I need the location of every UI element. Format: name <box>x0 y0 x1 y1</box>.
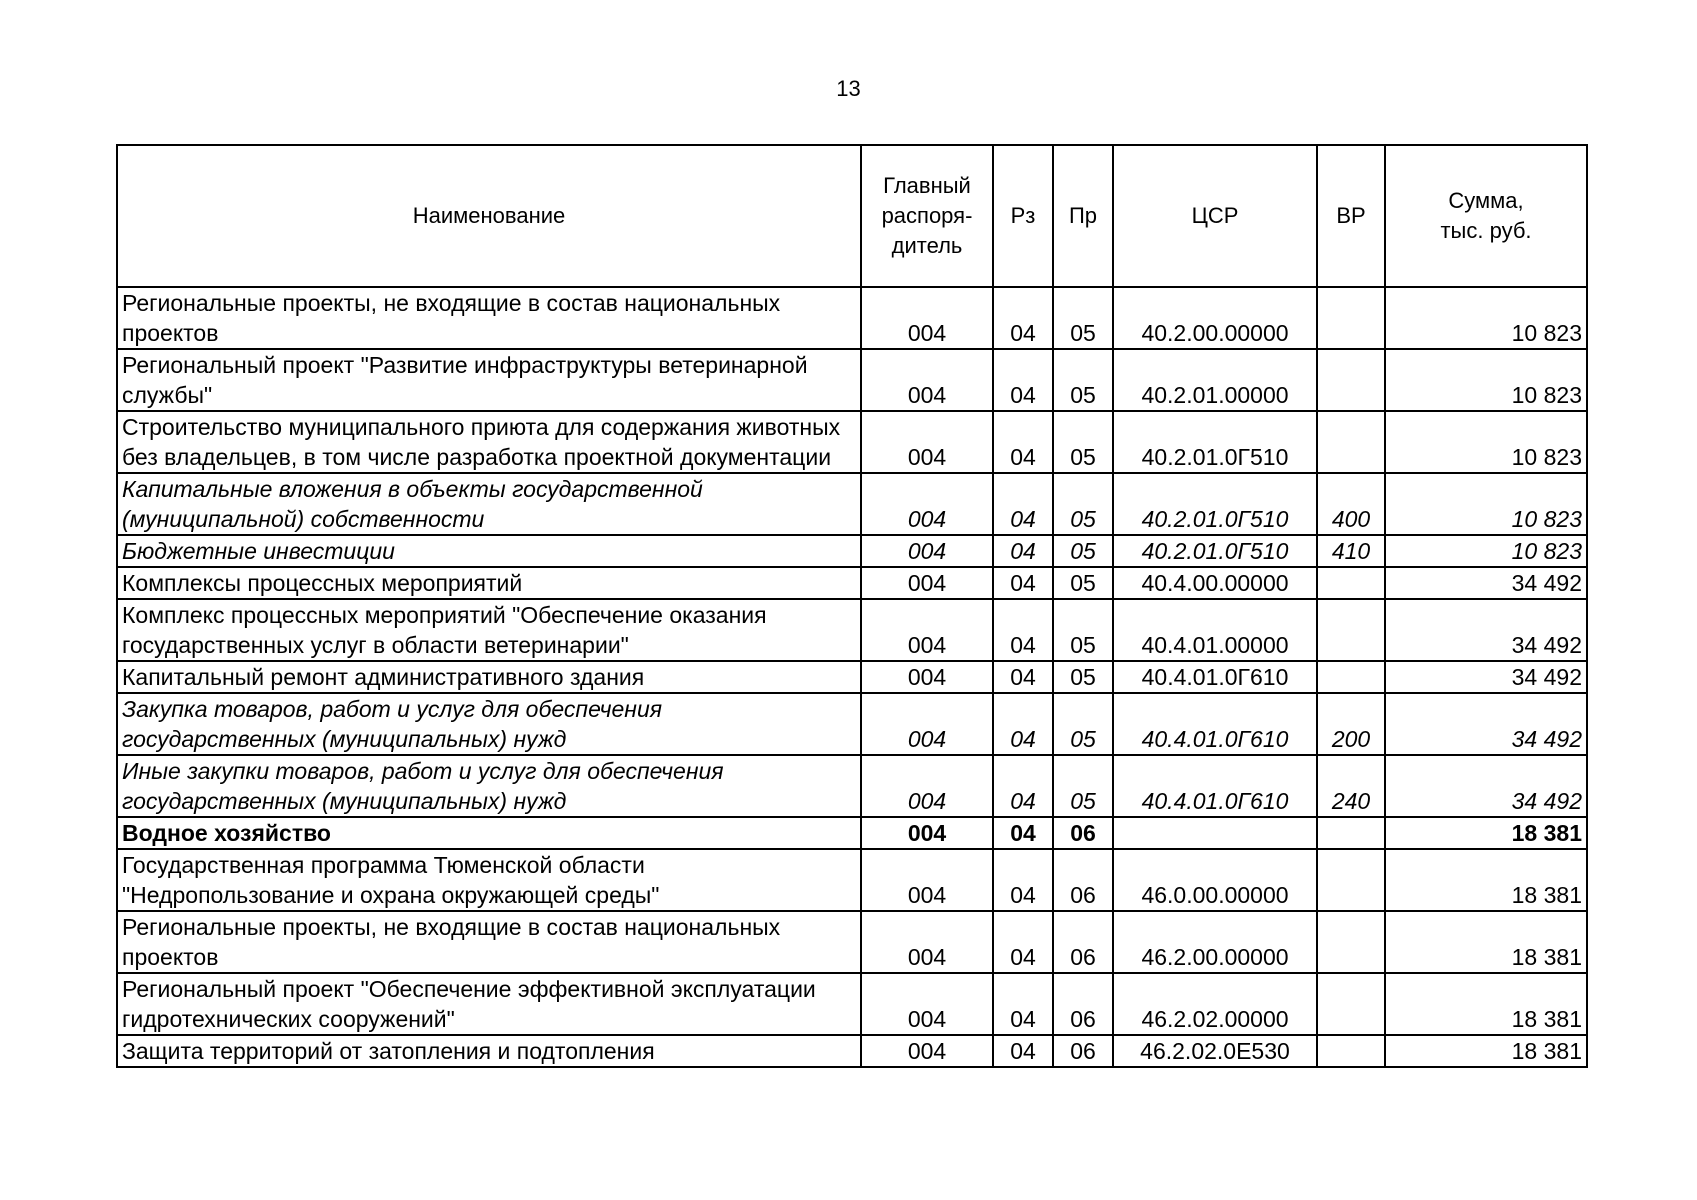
cell-sum: 34 492 <box>1385 567 1587 599</box>
cell-rz: 04 <box>993 599 1053 661</box>
cell-sum: 18 381 <box>1385 911 1587 973</box>
cell-csr: 40.4.01.0Г610 <box>1113 755 1317 817</box>
cell-pr: 05 <box>1053 349 1113 411</box>
page-number: 13 <box>836 76 861 101</box>
table-row <box>117 911 1587 973</box>
cell-csr: 40.4.01.00000 <box>1113 599 1317 661</box>
table-row <box>117 535 1587 567</box>
cell-glavny: 004 <box>861 693 993 755</box>
cell-pr: 05 <box>1053 693 1113 755</box>
cell-name: Комплексы процессных мероприятий <box>117 567 861 599</box>
cell-glavny: 004 <box>861 411 993 473</box>
cell-glavny: 004 <box>861 661 993 693</box>
cell-vr <box>1317 411 1385 473</box>
budget-table <box>116 144 1588 1068</box>
cell-sum: 34 492 <box>1385 693 1587 755</box>
table-row <box>117 411 1587 473</box>
header-pr: Пр <box>1053 145 1113 287</box>
cell-glavny: 004 <box>861 849 993 911</box>
cell-vr: 240 <box>1317 755 1385 817</box>
cell-csr: 40.4.01.0Г610 <box>1113 661 1317 693</box>
cell-name: Государственная программа Тюменской области "Недропользование и охрана окружающей среды" <box>117 849 861 911</box>
cell-name: Комплекс процессных мероприятий "Обеспечение оказания государственных услуг в области ветеринарии" <box>117 599 861 661</box>
cell-pr: 06 <box>1053 1035 1113 1067</box>
cell-vr <box>1317 349 1385 411</box>
cell-name: Строительство муниципального приюта для содержания животных без владельцев, в том числе разработка проектной документации <box>117 411 861 473</box>
cell-name: Водное хозяйство <box>117 817 861 849</box>
cell-pr: 05 <box>1053 661 1113 693</box>
cell-vr <box>1317 817 1385 849</box>
cell-glavny: 004 <box>861 567 993 599</box>
header-sum-line1: Сумма, <box>1448 188 1524 213</box>
header-csr: ЦСР <box>1113 145 1317 287</box>
cell-rz: 04 <box>993 287 1053 349</box>
cell-csr: 40.2.01.00000 <box>1113 349 1317 411</box>
cell-sum: 18 381 <box>1385 817 1587 849</box>
cell-glavny: 004 <box>861 911 993 973</box>
cell-glavny: 004 <box>861 535 993 567</box>
cell-vr: 400 <box>1317 473 1385 535</box>
header-rz: Рз <box>993 145 1053 287</box>
cell-csr: 40.2.00.00000 <box>1113 287 1317 349</box>
table-row <box>117 349 1587 411</box>
cell-pr: 05 <box>1053 755 1113 817</box>
table-row <box>117 755 1587 817</box>
cell-sum: 34 492 <box>1385 661 1587 693</box>
cell-name: Иные закупки товаров, работ и услуг для обеспечения государственных (муниципальных) нужд <box>117 755 861 817</box>
cell-name: Региональные проекты, не входящие в состав национальных проектов <box>117 287 861 349</box>
cell-vr <box>1317 599 1385 661</box>
cell-pr: 05 <box>1053 287 1113 349</box>
table-row <box>117 817 1587 849</box>
cell-glavny: 004 <box>861 287 993 349</box>
cell-vr: 410 <box>1317 535 1385 567</box>
cell-rz: 04 <box>993 473 1053 535</box>
header-sum-line2: тыс. руб. <box>1440 218 1532 243</box>
header-glavny-line3: дитель <box>891 233 963 258</box>
cell-name: Защита территорий от затопления и подтопления <box>117 1035 861 1067</box>
cell-pr: 05 <box>1053 473 1113 535</box>
cell-sum: 10 823 <box>1385 535 1587 567</box>
cell-rz: 04 <box>993 755 1053 817</box>
cell-vr: 200 <box>1317 693 1385 755</box>
table-row <box>117 567 1587 599</box>
cell-sum: 18 381 <box>1385 1035 1587 1067</box>
cell-rz: 04 <box>993 411 1053 473</box>
cell-vr <box>1317 973 1385 1035</box>
cell-rz: 04 <box>993 817 1053 849</box>
cell-name: Капитальный ремонт административного здания <box>117 661 861 693</box>
cell-vr <box>1317 849 1385 911</box>
table-body <box>117 287 1587 1067</box>
cell-glavny: 004 <box>861 817 993 849</box>
cell-glavny: 004 <box>861 1035 993 1067</box>
header-glavny <box>861 145 993 287</box>
table-row <box>117 1035 1587 1067</box>
cell-sum: 18 381 <box>1385 849 1587 911</box>
cell-rz: 04 <box>993 661 1053 693</box>
cell-sum: 10 823 <box>1385 287 1587 349</box>
header-glavny-line2: распоря- <box>881 203 973 228</box>
cell-vr <box>1317 567 1385 599</box>
cell-sum: 34 492 <box>1385 755 1587 817</box>
cell-sum: 34 492 <box>1385 599 1587 661</box>
table-row <box>117 661 1587 693</box>
cell-pr: 05 <box>1053 567 1113 599</box>
cell-rz: 04 <box>993 693 1053 755</box>
cell-name: Бюджетные инвестиции <box>117 535 861 567</box>
cell-name: Региональные проекты, не входящие в состав национальных проектов <box>117 911 861 973</box>
cell-vr <box>1317 661 1385 693</box>
cell-name: Капитальные вложения в объекты государственной (муниципальной) собственности <box>117 473 861 535</box>
cell-sum: 10 823 <box>1385 349 1587 411</box>
cell-csr: 40.2.01.0Г510 <box>1113 473 1317 535</box>
cell-csr: 46.2.02.0Е530 <box>1113 1035 1317 1067</box>
cell-glavny: 004 <box>861 349 993 411</box>
cell-csr <box>1113 817 1317 849</box>
cell-sum: 18 381 <box>1385 973 1587 1035</box>
cell-csr: 46.2.00.00000 <box>1113 911 1317 973</box>
cell-rz: 04 <box>993 973 1053 1035</box>
cell-name: Региональный проект "Развитие инфраструктуры ветеринарной службы" <box>117 349 861 411</box>
cell-glavny: 004 <box>861 473 993 535</box>
table-row <box>117 599 1587 661</box>
cell-glavny: 004 <box>861 755 993 817</box>
cell-csr: 46.0.00.00000 <box>1113 849 1317 911</box>
header-row <box>117 145 1587 287</box>
header-glavny-line1: Главный <box>883 173 971 198</box>
cell-csr: 40.4.00.00000 <box>1113 567 1317 599</box>
cell-vr <box>1317 1035 1385 1067</box>
cell-rz: 04 <box>993 849 1053 911</box>
cell-pr: 06 <box>1053 849 1113 911</box>
cell-rz: 04 <box>993 567 1053 599</box>
cell-rz: 04 <box>993 535 1053 567</box>
header-sum <box>1385 145 1587 287</box>
header-vr: ВР <box>1317 145 1385 287</box>
cell-csr: 40.2.01.0Г510 <box>1113 411 1317 473</box>
table-row <box>117 693 1587 755</box>
cell-name: Региональный проект "Обеспечение эффективной эксплуатации гидротехнических сооружений" <box>117 973 861 1035</box>
cell-rz: 04 <box>993 1035 1053 1067</box>
cell-csr: 40.4.01.0Г610 <box>1113 693 1317 755</box>
header-name: Наименование <box>117 145 861 287</box>
cell-vr <box>1317 287 1385 349</box>
cell-glavny: 004 <box>861 973 993 1035</box>
cell-pr: 05 <box>1053 599 1113 661</box>
table-row <box>117 849 1587 911</box>
cell-vr <box>1317 911 1385 973</box>
cell-pr: 06 <box>1053 973 1113 1035</box>
cell-rz: 04 <box>993 349 1053 411</box>
cell-pr: 06 <box>1053 817 1113 849</box>
cell-sum: 10 823 <box>1385 473 1587 535</box>
cell-csr: 46.2.02.00000 <box>1113 973 1317 1035</box>
table-row <box>117 973 1587 1035</box>
table-row <box>117 287 1587 349</box>
cell-pr: 06 <box>1053 911 1113 973</box>
cell-glavny: 004 <box>861 599 993 661</box>
cell-pr: 05 <box>1053 411 1113 473</box>
cell-csr: 40.2.01.0Г510 <box>1113 535 1317 567</box>
cell-sum: 10 823 <box>1385 411 1587 473</box>
cell-rz: 04 <box>993 911 1053 973</box>
table-row <box>117 473 1587 535</box>
cell-pr: 05 <box>1053 535 1113 567</box>
cell-name: Закупка товаров, работ и услуг для обеспечения государственных (муниципальных) нужд <box>117 693 861 755</box>
